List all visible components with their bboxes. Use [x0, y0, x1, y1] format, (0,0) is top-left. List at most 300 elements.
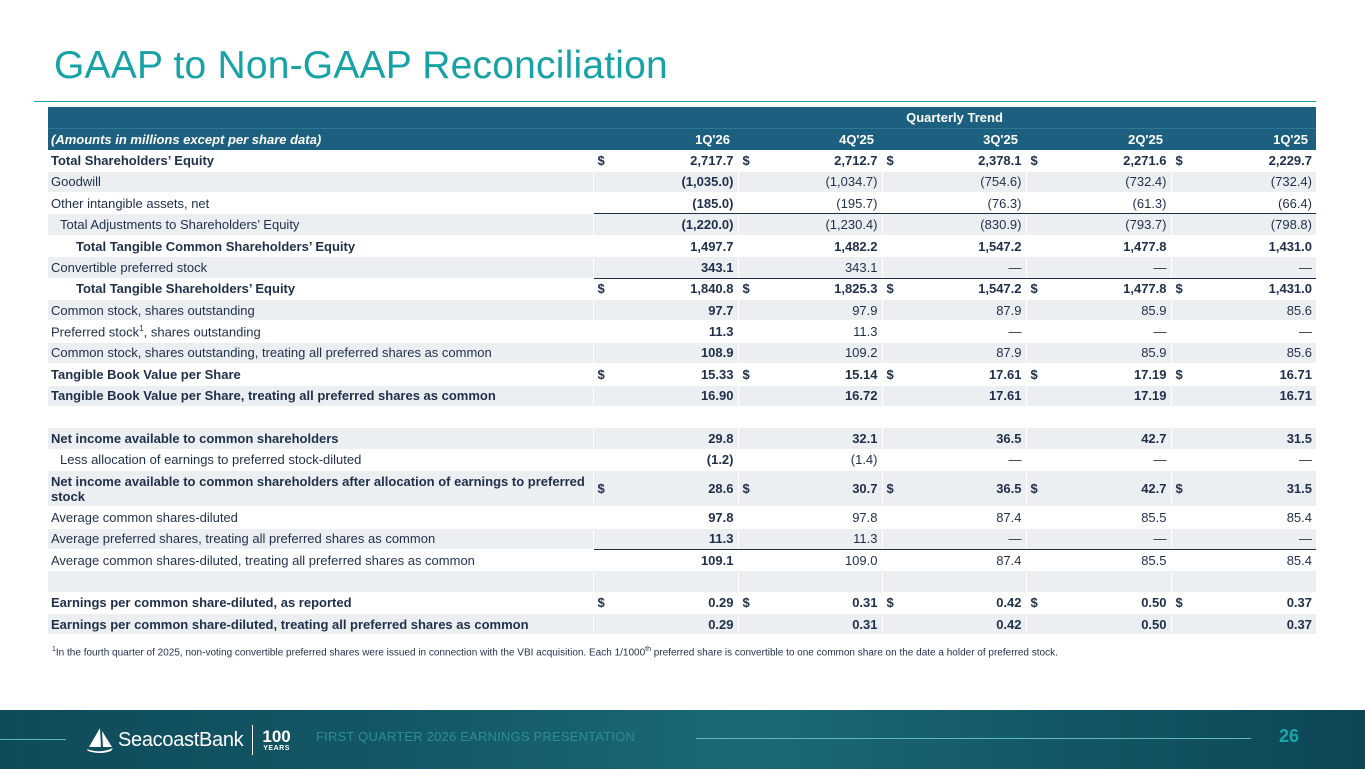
row-label [48, 528, 593, 549]
value-cell [882, 449, 1026, 470]
cell-value: 17.19 [1133, 388, 1167, 404]
value-cell [1026, 449, 1171, 470]
value-cell [1171, 193, 1316, 214]
cell-value: 0.50 [1141, 595, 1167, 611]
value-cell [882, 507, 1026, 528]
cell-value: 87.9 [996, 345, 1022, 361]
value-cell [738, 214, 882, 235]
table-row [48, 406, 1316, 427]
value-cell [593, 150, 738, 171]
cell-value: 1,477.8 [1123, 238, 1167, 254]
cell-value: — [1008, 531, 1022, 547]
value-cell [1171, 342, 1316, 363]
value-cell [738, 528, 882, 549]
cell-value: 109.2 [844, 345, 878, 361]
cell-value: 1,547.2 [978, 281, 1022, 297]
value-cell [882, 406, 1026, 427]
cell-value: 85.4 [1286, 509, 1312, 525]
cell-value: 0.31 [852, 616, 878, 632]
cell-value: 11.3 [708, 531, 734, 547]
quarter-header: 1Q'25 [1171, 128, 1316, 149]
cell-value: 2,378.1 [978, 152, 1022, 168]
value-cell [882, 278, 1026, 299]
currency-symbol: $ [742, 281, 750, 297]
row-label-text: Goodwill [51, 174, 101, 190]
value-cell [593, 171, 738, 192]
table-row [48, 235, 1316, 256]
value-cell [593, 278, 738, 299]
cell-value: (185.0) [692, 195, 734, 211]
value-cell [738, 507, 882, 528]
value-cell [882, 428, 1026, 449]
row-label [48, 278, 593, 299]
cell-value: — [1008, 259, 1022, 275]
row-label [48, 449, 593, 470]
cell-value: (793.7) [1125, 217, 1167, 233]
value-cell [1026, 592, 1171, 613]
value-cell [738, 321, 882, 342]
table-row [48, 150, 1316, 171]
row-label [48, 235, 593, 256]
row-label-text: Total Shareholders’ Equity [51, 152, 215, 168]
value-cell [1026, 171, 1171, 192]
cell-value: 97.8 [852, 509, 878, 525]
row-label-text: Total Adjustments to Shareholders’ Equity [60, 217, 300, 233]
cell-value: 42.7 [1141, 481, 1167, 497]
row-label-text: Average common shares-diluted [51, 509, 238, 525]
value-cell [1171, 150, 1316, 171]
cell-value: (1.4) [850, 452, 878, 468]
currency-symbol: $ [597, 595, 605, 611]
value-cell [882, 342, 1026, 363]
row-label [48, 428, 593, 449]
cell-value: 15.33 [700, 366, 734, 382]
table-row [48, 257, 1316, 278]
row-label-text: Total Tangible Shareholders’ Equity [76, 281, 296, 297]
currency-symbol: $ [1175, 366, 1183, 382]
value-cell [593, 214, 738, 235]
value-cell [1026, 471, 1171, 507]
value-cell [1171, 406, 1316, 427]
value-cell [1026, 428, 1171, 449]
currency-symbol: $ [597, 152, 605, 168]
value-cell [1026, 214, 1171, 235]
currency-symbol: $ [597, 281, 605, 297]
cell-value: 1,825.3 [834, 281, 878, 297]
currency-symbol: $ [742, 366, 750, 382]
value-cell [1171, 364, 1316, 385]
value-cell [738, 150, 882, 171]
logo-wordmark: SeacoastBank [118, 728, 244, 751]
value-cell [593, 614, 738, 635]
value-cell [1171, 507, 1316, 528]
value-cell [1171, 171, 1316, 192]
cell-value: 85.6 [1286, 345, 1312, 361]
cell-value: (732.4) [1125, 174, 1167, 190]
cell-value: 1,547.2 [978, 238, 1022, 254]
cell-value: 1,840.8 [690, 281, 734, 297]
cell-value: 87.9 [996, 302, 1022, 318]
row-label-footnote-marker: 1 [139, 323, 144, 333]
cell-value: — [1299, 324, 1312, 340]
table-row [48, 321, 1316, 342]
value-cell [593, 406, 738, 427]
cell-value: 1,497.7 [690, 238, 734, 254]
cell-value: 85.5 [1141, 552, 1167, 568]
cell-value: 343.1 [700, 259, 734, 275]
value-cell [882, 471, 1026, 507]
cell-value: 97.8 [708, 509, 734, 525]
cell-value: 36.5 [996, 431, 1022, 447]
seacoast-bank-logo [86, 725, 291, 755]
cell-value: 31.5 [1286, 481, 1312, 497]
label-column-header: (Amounts in millions except per share data) [48, 128, 593, 149]
value-cell [738, 342, 882, 363]
value-cell [1171, 278, 1316, 299]
cell-value: (195.7) [836, 195, 878, 211]
footnote-text-end: preferred share is convertible to one common share on the date a holder of preferred stock. [651, 647, 1058, 659]
value-cell [1171, 321, 1316, 342]
value-cell [882, 592, 1026, 613]
value-cell [882, 300, 1026, 321]
row-label [48, 385, 593, 406]
cell-value: — [1008, 324, 1022, 340]
value-cell [882, 214, 1026, 235]
value-cell [738, 592, 882, 613]
value-cell [593, 193, 738, 214]
value-cell [1171, 385, 1316, 406]
cell-value: 85.5 [1141, 509, 1167, 525]
currency-symbol: $ [886, 366, 894, 382]
footer-bar [0, 710, 1365, 769]
table-row [48, 507, 1316, 528]
table-row [48, 278, 1316, 299]
cell-value: — [1299, 452, 1312, 468]
row-label [48, 342, 593, 363]
cell-value: (830.9) [980, 217, 1022, 233]
cell-value: — [1153, 259, 1167, 275]
value-cell [593, 364, 738, 385]
value-cell [1026, 321, 1171, 342]
cell-value: (732.4) [1270, 174, 1312, 190]
table-body [48, 150, 1316, 635]
row-label-text: Earnings per common share-diluted, as reported [51, 595, 352, 611]
quarter-header: 2Q'25 [1026, 128, 1171, 149]
cell-value: 108.9 [700, 345, 734, 361]
row-label [48, 300, 593, 321]
value-cell [1171, 300, 1316, 321]
value-cell [738, 471, 882, 507]
value-cell [593, 471, 738, 507]
row-label-text: Common stock, shares outstanding, treating all preferred shares as common [51, 345, 492, 361]
value-cell [593, 571, 738, 592]
currency-symbol: $ [597, 366, 605, 382]
currency-symbol: $ [597, 481, 605, 497]
cell-value: — [1008, 452, 1022, 468]
row-label [48, 549, 593, 570]
value-cell [738, 235, 882, 256]
value-cell [738, 571, 882, 592]
currency-symbol: $ [1175, 281, 1183, 297]
centennial-number: 100 [262, 727, 291, 746]
cell-value: 16.71 [1279, 388, 1312, 404]
cell-value: 1,431.0 [1268, 281, 1312, 297]
cell-value: 1,482.2 [834, 238, 878, 254]
table-row [48, 592, 1316, 613]
value-cell [1171, 571, 1316, 592]
currency-symbol: $ [1030, 595, 1038, 611]
title-divider [34, 101, 1316, 102]
cell-value: — [1299, 531, 1312, 547]
value-cell [1026, 150, 1171, 171]
cell-value: (1,220.0) [681, 217, 734, 233]
value-cell [1171, 528, 1316, 549]
row-label-text: Average common shares-diluted, treating all preferred shares as common [51, 552, 475, 568]
currency-symbol: $ [1175, 481, 1183, 497]
row-label [48, 193, 593, 214]
value-cell [738, 300, 882, 321]
row-label-text: Average preferred shares, treating all preferred shares as common [51, 531, 436, 547]
currency-symbol: $ [1175, 595, 1183, 611]
value-cell [1171, 257, 1316, 278]
cell-value: 1,431.0 [1268, 238, 1312, 254]
value-cell [1171, 449, 1316, 470]
row-label-text: Net income available to common shareholders [51, 431, 339, 447]
row-label-text: Tangible Book Value per Share, treating all preferred shares as common [51, 388, 496, 404]
currency-symbol: $ [1175, 152, 1183, 168]
row-label-suffix: , shares outstanding [143, 324, 261, 340]
row-label [48, 150, 593, 171]
value-cell [1026, 235, 1171, 256]
cell-value: — [1153, 452, 1167, 468]
cell-value: 97.9 [852, 302, 878, 318]
footer-caption: FIRST QUARTER 2026 EARNINGS PRESENTATION [316, 729, 636, 744]
row-label [48, 406, 593, 427]
footnote-text: In the fourth quarter of 2025, non-voting convertible preferred shares were issued in connection with the VBI acquisition. Each 1/1000 [55, 647, 646, 659]
cell-value: 97.7 [708, 302, 734, 318]
footnote-superscript: th [645, 646, 651, 653]
row-label-text: Other intangible assets, net [51, 195, 210, 211]
table-row [48, 528, 1316, 549]
value-cell [738, 171, 882, 192]
cell-value: 87.4 [996, 509, 1022, 525]
currency-symbol: $ [886, 481, 894, 497]
page-title: GAAP to Non-GAAP Reconciliation [54, 44, 668, 87]
cell-value: (61.3) [1132, 195, 1167, 211]
quarter-header: 4Q'25 [738, 128, 882, 149]
footnote [52, 646, 1058, 658]
currency-symbol: $ [1030, 281, 1038, 297]
value-cell [593, 528, 738, 549]
value-cell [1171, 235, 1316, 256]
cell-value: 0.37 [1286, 616, 1312, 632]
cell-value: 0.31 [852, 595, 878, 611]
value-cell [1026, 342, 1171, 363]
currency-symbol: $ [886, 152, 894, 168]
page-number: 26 [1279, 726, 1300, 746]
cell-value: 87.4 [996, 552, 1022, 568]
cell-value: 30.7 [852, 481, 878, 497]
value-cell [593, 385, 738, 406]
value-cell [738, 193, 882, 214]
row-label-text: Preferred stock [51, 324, 140, 340]
value-cell [882, 235, 1026, 256]
table-row [48, 171, 1316, 192]
value-cell [593, 235, 738, 256]
value-cell [738, 364, 882, 385]
value-cell [1171, 214, 1316, 235]
table-header-row [48, 128, 1316, 149]
row-label [48, 614, 593, 635]
cell-value: 11.3 [853, 531, 878, 547]
cell-value: 16.90 [700, 388, 734, 404]
value-cell [738, 428, 882, 449]
table-row [48, 342, 1316, 363]
currency-symbol: $ [886, 281, 894, 297]
table-row [48, 428, 1316, 449]
value-cell [1026, 571, 1171, 592]
value-cell [1026, 614, 1171, 635]
row-label-text: Earnings per common share-diluted, treating all preferred shares as common [51, 616, 529, 632]
cell-value: 2,229.7 [1268, 152, 1312, 168]
cell-value: 109.1 [700, 552, 734, 568]
row-label-text: Less allocation of earnings to preferred stock-diluted [60, 452, 362, 468]
reconciliation-table [48, 107, 1316, 635]
value-cell [593, 257, 738, 278]
value-cell [593, 592, 738, 613]
cell-value: 0.42 [996, 616, 1022, 632]
cell-value: 17.61 [988, 388, 1022, 404]
row-label-text: Total Tangible Common Shareholders’ Equity [76, 238, 356, 254]
value-cell [1026, 528, 1171, 549]
cell-value: (1,035.0) [681, 174, 734, 190]
cell-value: 343.1 [844, 259, 878, 275]
centennial-badge [262, 728, 290, 752]
value-cell [1026, 364, 1171, 385]
cell-value: (66.4) [1278, 195, 1312, 211]
value-cell [1171, 549, 1316, 570]
quarter-header: 1Q'26 [593, 128, 738, 149]
table-row [48, 614, 1316, 635]
row-label [48, 321, 593, 342]
value-cell [738, 449, 882, 470]
table-row [48, 385, 1316, 406]
cell-value: 31.5 [1286, 431, 1312, 447]
value-cell [882, 171, 1026, 192]
cell-value: 36.5 [996, 481, 1022, 497]
cell-value: 109.0 [844, 552, 878, 568]
value-cell [593, 342, 738, 363]
value-cell [882, 614, 1026, 635]
cell-value: 29.8 [708, 431, 734, 447]
value-cell [738, 278, 882, 299]
value-cell [882, 385, 1026, 406]
cell-value: — [1153, 531, 1167, 547]
footnote-marker: 1 [52, 646, 56, 653]
value-cell [1171, 471, 1316, 507]
row-label-text: Convertible preferred stock [51, 259, 208, 275]
table-row [48, 471, 1316, 507]
value-cell [1026, 385, 1171, 406]
footer-line-left [0, 739, 66, 740]
group-header: Quarterly Trend [593, 107, 1316, 128]
table-row [48, 449, 1316, 470]
cell-value: (1,034.7) [825, 174, 878, 190]
value-cell [593, 549, 738, 570]
value-cell [1026, 257, 1171, 278]
cell-value: (76.3) [987, 195, 1022, 211]
table-row [48, 300, 1316, 321]
value-cell [593, 428, 738, 449]
table-group-header-row [48, 107, 1316, 128]
value-cell [882, 257, 1026, 278]
cell-value: 2,271.6 [1123, 152, 1167, 168]
row-label-text: Net income available to common shareholders after allocation of earnings to preferred stock [51, 473, 585, 504]
row-label-text: Tangible Book Value per Share [51, 366, 241, 382]
row-label [48, 214, 593, 235]
cell-value: 0.29 [708, 616, 734, 632]
row-label [48, 257, 593, 278]
value-cell [593, 449, 738, 470]
cell-value: 2,717.7 [690, 152, 734, 168]
cell-value: 0.42 [996, 595, 1022, 611]
value-cell [1171, 592, 1316, 613]
cell-value: 0.50 [1141, 616, 1167, 632]
value-cell [882, 549, 1026, 570]
value-cell [882, 528, 1026, 549]
value-cell [1026, 549, 1171, 570]
cell-value: 11.3 [708, 324, 734, 340]
value-cell [882, 150, 1026, 171]
cell-value: 0.37 [1286, 595, 1312, 611]
value-cell [738, 549, 882, 570]
cell-value: 85.9 [1141, 302, 1167, 318]
value-cell [738, 406, 882, 427]
cell-value: 2,712.7 [834, 152, 878, 168]
row-label [48, 471, 593, 507]
value-cell [1026, 406, 1171, 427]
table-row [48, 214, 1316, 235]
value-cell [593, 300, 738, 321]
logo-separator [252, 725, 253, 755]
value-cell [882, 364, 1026, 385]
currency-symbol: $ [886, 595, 894, 611]
cell-value: 15.14 [844, 366, 878, 382]
cell-value: 16.71 [1279, 366, 1312, 382]
cell-value: 28.6 [708, 481, 734, 497]
row-label [48, 171, 593, 192]
cell-value: — [1299, 259, 1312, 275]
cell-value: 85.9 [1141, 345, 1167, 361]
cell-value: — [1153, 324, 1167, 340]
cell-value: 17.61 [988, 366, 1022, 382]
currency-symbol: $ [1030, 152, 1038, 168]
value-cell [738, 614, 882, 635]
value-cell [1171, 428, 1316, 449]
cell-value: (754.6) [980, 174, 1022, 190]
currency-symbol: $ [742, 481, 750, 497]
value-cell [882, 193, 1026, 214]
value-cell [1026, 193, 1171, 214]
currency-symbol: $ [742, 595, 750, 611]
footer-line-right [696, 738, 1251, 739]
value-cell [882, 571, 1026, 592]
value-cell [738, 257, 882, 278]
table-row [48, 193, 1316, 214]
cell-value: 42.7 [1141, 431, 1167, 447]
table-row [48, 571, 1316, 592]
value-cell [1026, 300, 1171, 321]
